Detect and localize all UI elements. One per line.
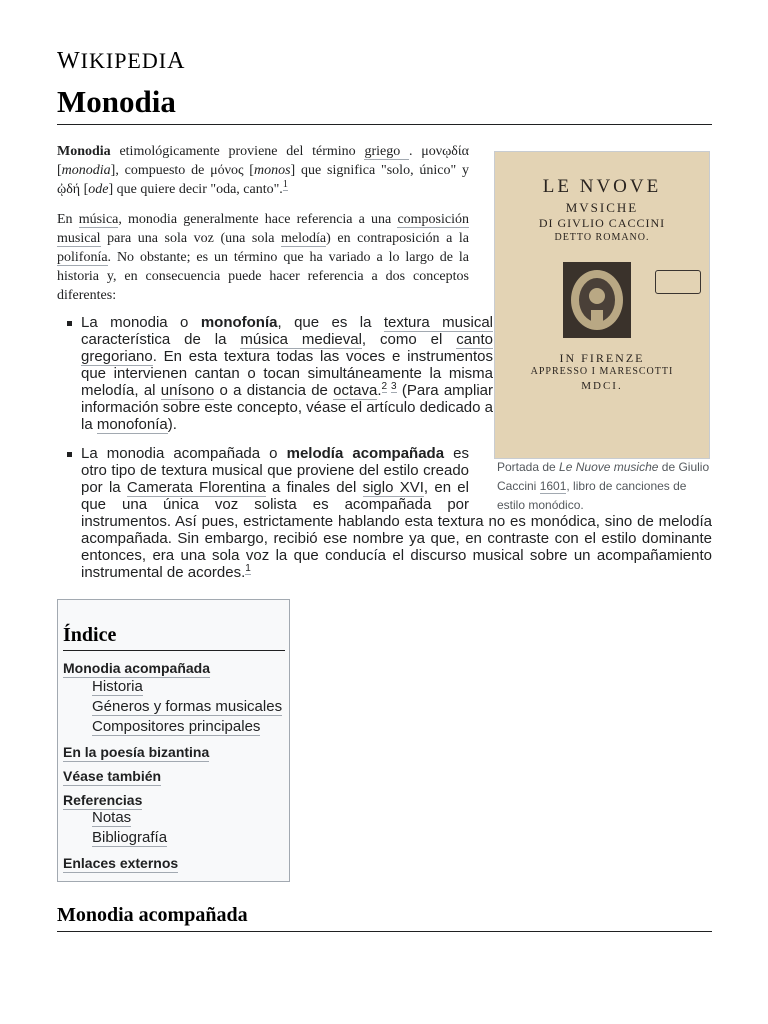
text: ) en contraposición a la <box>326 231 470 246</box>
toc-item-vease-tambien[interactable]: Véase también <box>63 768 162 784</box>
image-text: LE NVOVE <box>542 176 662 197</box>
link-melodia[interactable]: melodía <box>281 231 327 246</box>
image-text: APPRESSO I MARESCOTTI <box>530 366 674 377</box>
toc-title: Índice <box>63 624 285 651</box>
link-musica-medieval[interactable]: música medieval <box>240 331 362 348</box>
text: es otro tipo de textura musical que proviene del estilo creado por la <box>81 445 469 496</box>
toc-item-generos[interactable]: Géneros y formas musicales <box>92 698 283 715</box>
toc-item-bibliografia[interactable]: Bibliografía <box>92 829 168 846</box>
text: ). <box>167 416 177 433</box>
text: , en el que una única voz solista es acompañada por instrumentos. Así pues, estrictamente hablando esta textura no es monódica, sino de melodía acompañada. Sin embargo, recibió ese nombre ya que, en contraste con el estilo dominante entonces, era una sola voz la que conducía el discurso musical sobre un acompañamiento instrumental de acordes. <box>81 479 712 581</box>
text: Portada de <box>497 460 560 474</box>
text: característica de la <box>81 331 241 348</box>
link-unisono[interactable]: unísono <box>160 382 215 399</box>
text: . μονῳδία [ <box>57 144 469 178</box>
image-text: MVSICHE <box>565 200 639 215</box>
text-italic: ode <box>88 182 109 197</box>
image-text: DI GIVLIO CACCINI <box>538 216 666 230</box>
toc-item-poesia-bizantina[interactable]: En la poesía bizantina <box>63 744 210 760</box>
intro-paragraph <box>57 142 469 199</box>
text: , monodia generalmente hace referencia a una <box>118 212 398 227</box>
title-page-image[interactable] <box>494 151 710 459</box>
text: para una sola voz (una sola <box>100 231 282 246</box>
ref-link[interactable]: 1 <box>282 179 288 191</box>
toc-item-enlaces-externos[interactable]: Enlaces externos <box>63 855 179 871</box>
emblem-icon <box>561 260 633 340</box>
toc-item-compositores[interactable]: Compositores principales <box>92 718 261 735</box>
ref-link[interactable]: 1 <box>245 563 251 574</box>
link-monofonia[interactable]: monofonía <box>96 416 168 433</box>
page-title: Monodia <box>57 84 712 125</box>
wordmark-rest: IKIPEDI <box>80 48 168 73</box>
link-canto-gregoriano[interactable]: canto gregoriano <box>81 331 493 365</box>
link-siglo-xvi[interactable]: siglo XVI <box>362 479 424 496</box>
text: ], compuesto de μόνος [ <box>110 163 254 178</box>
link-textura-musical[interactable]: textura musical <box>383 314 493 331</box>
text: ] que significa "solo, único" y ᾠδή [ <box>57 163 469 197</box>
text: etimológicamente proviene del término <box>110 144 365 159</box>
text: En <box>57 212 79 227</box>
toc-item-historia[interactable]: Historia <box>92 678 143 695</box>
term-bold: Monodia <box>57 144 111 159</box>
link-polifonia[interactable]: polifonía <box>57 250 108 265</box>
link-1601[interactable]: 1601 <box>539 479 567 493</box>
bullet-marker <box>67 452 72 457</box>
text-bold: melodía acompañada <box>286 445 445 462</box>
text: (Para ampliar información sobre este concepto, véase el artículo dedicado a la <box>81 382 494 433</box>
image-caption <box>497 458 712 515</box>
image-text: MDCI. <box>581 380 623 392</box>
toc-item-monodia-acompanada[interactable]: Monodia acompañada <box>63 660 211 676</box>
text-italic: Le Nuove musiche <box>559 460 659 474</box>
text: , que es la <box>277 314 384 331</box>
wikipedia-wordmark[interactable] <box>57 48 185 75</box>
toc-item-referencias[interactable]: Referencias <box>63 792 143 808</box>
text-italic: monodia <box>61 163 111 178</box>
text: . En esta textura todas las voces e instrumentos que intervienen cantan o tocan simultáneamente la misma melodía, al <box>81 348 493 399</box>
text: La monodia o <box>81 314 201 331</box>
text: ] que quiere decir "oda, canto". <box>108 182 283 197</box>
link-composicion-musical[interactable]: composición musical <box>57 212 469 246</box>
text: La monodia acompañada o <box>81 445 287 462</box>
second-paragraph <box>57 210 469 305</box>
text: , como el <box>361 331 457 348</box>
text: . <box>377 382 382 399</box>
text: , libro de canciones de estilo monódico. <box>497 479 687 512</box>
library-stamp <box>655 270 701 294</box>
link-musica[interactable]: música <box>78 212 119 227</box>
ref-link[interactable]: 3 <box>391 381 397 392</box>
text: . No obstante; es un término que ha variado a lo largo de la historia y, en consecuencia puede hacer referencia a dos conceptos diferentes: <box>57 250 469 303</box>
image-text: DETTO ROMANO. <box>554 232 650 243</box>
text-italic: monos <box>253 163 291 178</box>
link-octava[interactable]: octava <box>333 382 378 399</box>
ref-link[interactable]: 2 <box>381 381 388 392</box>
wordmark-first: W <box>57 48 81 74</box>
image-text: IN FIRENZE <box>559 351 645 365</box>
bullet-marker <box>67 321 72 326</box>
toc-item-notas[interactable]: Notas <box>92 809 132 826</box>
wordmark-last: A <box>167 48 186 74</box>
link-griego[interactable]: griego <box>364 144 409 159</box>
list-item <box>57 314 493 433</box>
text: de Giulio Caccini <box>497 460 710 493</box>
text-bold: monofonía <box>200 314 278 331</box>
text: a finales del <box>265 479 363 496</box>
table-of-contents <box>57 599 290 882</box>
link-camerata-florentina[interactable]: Camerata Florentina <box>126 479 266 496</box>
section-heading: Monodia acompañada <box>57 904 712 932</box>
text: o a distancia de <box>214 382 334 399</box>
